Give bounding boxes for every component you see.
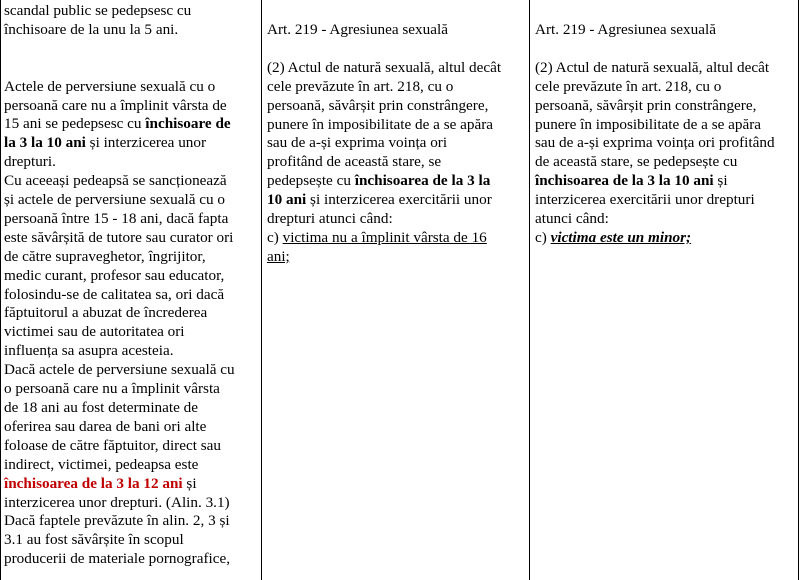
col1-line: și actele de perversiune sexuală cu o [4,191,225,209]
col1-bold-penalty-cont: la 3 la 10 ani [4,134,86,152]
col2-line: sau de a-și exprima voința ori [267,134,448,152]
col1-line: de către supraveghetor, îngrijitor, [4,247,206,265]
col2-bold-penalty-cont: 10 ani [267,191,307,209]
col3-text: și [713,172,728,190]
col2-line: profitând de această stare, se [267,153,442,171]
col2-text: pedepsește cu [267,172,355,190]
col2-underlined-condition-cont: ani; [267,247,290,265]
col3-line: punere în imposibilitate de a se apăra [535,115,762,133]
col2-line: persoană, săvârșit prin constrângere, [267,96,489,114]
col1-line: este săvârșită de tutore sau curator ori [4,228,234,246]
col1-line: folosindu-se de calitatea sa, ori dacă [4,285,225,303]
col3-line: atunci când: [535,210,609,228]
col3-emphasized-condition: victima este un minor; [550,228,692,246]
col2-line [267,248,525,267]
column-3-proposed [535,21,795,248]
col3-line: de această stare, se pedepsește cu [535,153,738,171]
col1-line: interzicerea unor drepturi. (Alin. 3.1) [4,493,230,511]
col2-underlined-condition: victima nu a împlinit vârsta de 16 [282,228,487,246]
col1-red-penalty: închisoarea de la 3 la 12 ani [4,474,183,492]
table-border-left [0,0,1,580]
col2-line: cele prevăzute în art. 218, cu o [267,77,454,95]
col3-line [535,229,795,248]
column-divider-1 [261,0,262,580]
col2-line [267,191,525,210]
col1-line: făptuitorul a abuzat de încrederea [4,304,208,322]
col1-line [4,475,254,494]
col2-item-label: c) [267,228,283,246]
col1-line [4,134,254,153]
col1-line: Cu aceeași pedeapsă se sancționează [4,172,227,190]
col1-text: și [182,474,197,492]
table-border-right [798,0,799,580]
col1-line: influența sa asupra acesteia. [4,342,174,360]
col3-line: cele prevăzute în art. 218, cu o [535,77,722,95]
col3-line [535,172,795,191]
col1-line: Actele de perversiune sexuală cu o [4,77,216,95]
col1-line: persoană care nu a împlinit vârsta de [4,96,227,114]
col2-line [267,229,525,248]
col1-line: scandal public se pedepsesc cu [4,2,192,19]
col3-line: sau de a-și exprima voința ori profitând [535,134,775,152]
col1-line: închisoare de la unu la 5 ani. [4,20,179,38]
col1-line: drepturi. [4,153,56,171]
col2-bold-penalty: închisoarea de la 3 la [354,172,491,190]
col1-line: foloase de către făptuitor, direct sau [4,436,221,454]
col1-line: medic curant, profesor sau educator, [4,266,225,284]
col3-bold-penalty: închisoarea de la 3 la 10 ani [535,172,714,190]
col2-article-title: Art. 219 - Agresiunea sexuală [267,21,448,38]
col2-line: punere în imposibilitate de a se apăra [267,115,494,133]
col3-article-title: Art. 219 - Agresiunea sexuală [535,21,716,38]
col1-line: oferirea sau darea de bani ori alte [4,417,207,435]
col1-line: producerii de materiale pornografice, [4,550,231,568]
col1-line: Dacă actele de perversiune sexuală cu [4,361,235,379]
col3-line: persoană, săvârșit prin constrângere, [535,96,757,114]
col1-line: indirect, victimei, pedeapsa este [4,455,199,473]
col1-text: 15 ani se pedepsesc cu [4,115,146,133]
col3-item-label: c) [535,228,551,246]
col2-line: (2) Actul de natură sexuală, altul decât [267,58,502,76]
col1-line: persoană între 15 - 18 ani, dacă fapta [4,209,229,227]
column-1-old-law [4,2,254,569]
col2-text: și interzicerea exercitării unor [306,191,492,209]
column-2-ncp [267,21,525,267]
col1-text: și interzicerea unor [85,134,207,152]
col3-line: (2) Actul de natură sexuală, altul decât [535,58,770,76]
col1-line: de 18 ani au fost determinate de [4,399,198,417]
col1-line: Dacă faptele prevăzute în alin. 2, 3 și [4,512,230,530]
col1-bold-penalty: închisoare de [145,115,231,133]
col1-line: victimei sau de autoritatea ori [4,323,185,341]
col3-line: interzicerea exercitării unor drepturi [535,191,755,209]
col1-line: 3.1 au fost săvârșite în scopul [4,531,184,549]
col2-line: drepturi atunci când: [267,210,393,228]
col1-line [4,115,254,134]
column-divider-2 [529,0,530,580]
col1-line: o persoană care nu a împlinit vârsta [4,380,220,398]
col2-line [267,172,525,191]
